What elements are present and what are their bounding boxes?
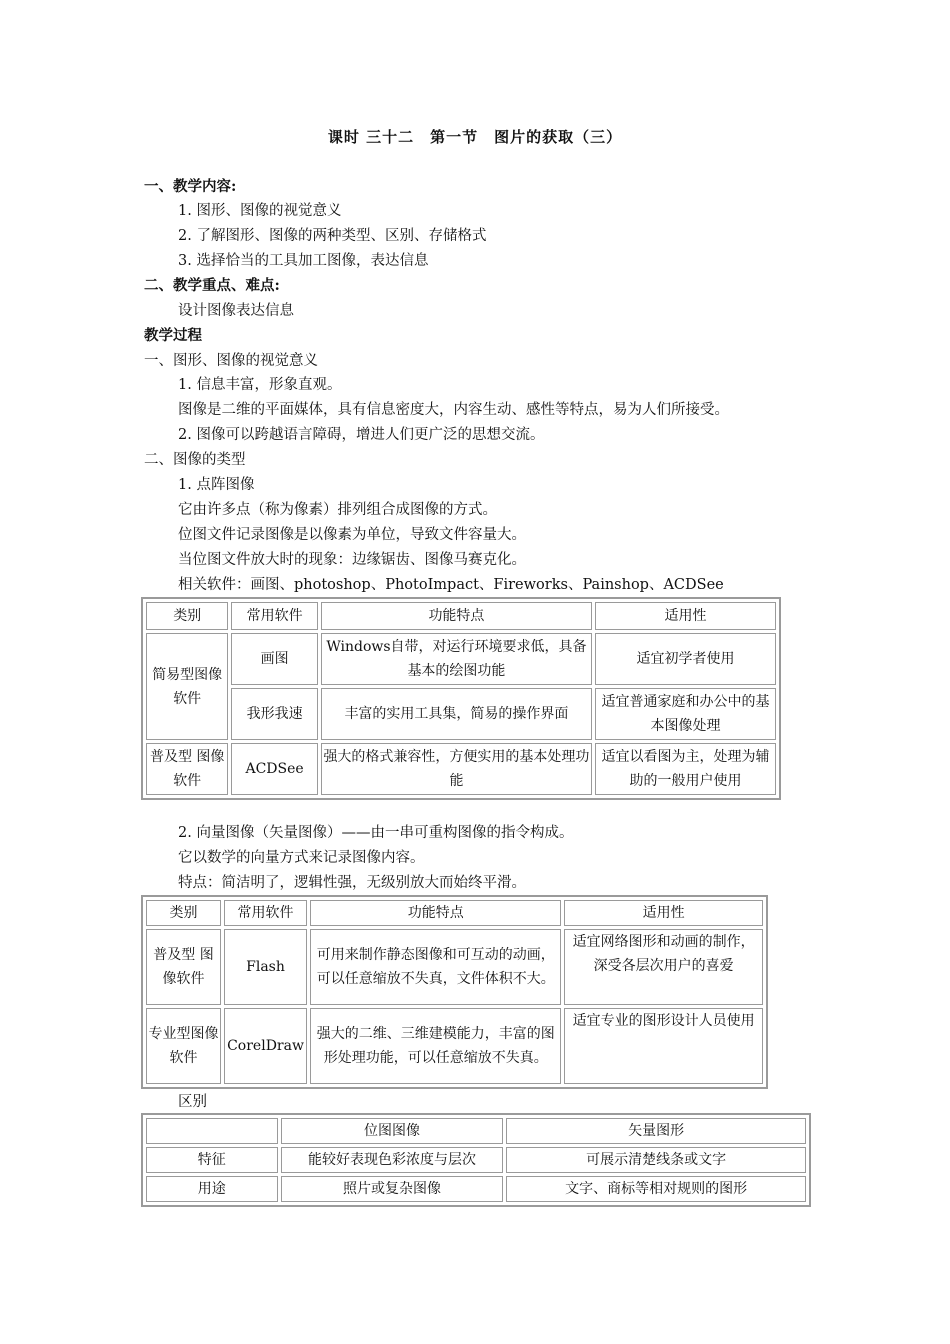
header-cell: 位图图像 [281, 1118, 504, 1144]
content-line: 1. 信息丰富，形象直观。 [178, 377, 342, 393]
category-cell: 简易型图像软件 [146, 633, 228, 740]
section-heading: 教学过程 [144, 327, 202, 344]
header-cell: 功能特点 [321, 602, 592, 630]
content-line: 2. 向量图像（矢量图像）——由一串可重构图像的指令构成。 [178, 825, 574, 841]
table-row [146, 1176, 806, 1202]
header-cell: 类别 [146, 900, 221, 926]
section-heading: 一、教学内容: [144, 178, 237, 195]
content-line: 二、图像的类型 [144, 452, 246, 468]
header-cell: 常用软件 [224, 900, 307, 926]
header-cell: 类别 [146, 602, 228, 630]
content-line: 图像是二维的平面媒体，具有信息密度大，内容生动、感性等特点，易为人们所接受。 [178, 402, 729, 418]
content-line: 当位图文件放大时的现象：边缘锯齿、图像马赛克化。 [178, 552, 526, 568]
content-line: 它由许多点（称为像素）排列组合成图像的方式。 [178, 502, 497, 518]
bitmap-cell: 能较好表现色彩浓度与层次 [281, 1147, 504, 1173]
header-cell: 适用性 [564, 900, 763, 926]
content-line: 2. 了解图形、图像的两种类型、区别、存储格式 [178, 228, 487, 244]
table-row [146, 1008, 763, 1084]
table-row [146, 688, 776, 740]
category-cell: 普及型 图像软件 [146, 743, 228, 795]
content-line: 特点：简洁明了，逻辑性强，无级别放大而始终平滑。 [178, 875, 526, 891]
usage-cell: 适宜以看图为主，处理为辅助的一般用户使用 [595, 743, 776, 795]
content-line: 位图文件记录图像是以像素为单位，导致文件容量大。 [178, 527, 526, 543]
header-cell: 功能特点 [310, 900, 561, 926]
difference-table [141, 1113, 811, 1207]
section-heading: 二、教学重点、难点: [144, 277, 280, 294]
content-line: 一、图形、图像的视觉意义 [144, 353, 318, 369]
header-cell [146, 1118, 278, 1144]
software-cell: 我形我速 [231, 688, 317, 740]
page-title: 课时 三十二 第一节 图片的获取（三） [327, 128, 623, 146]
category-cell: 专业型图像软件 [146, 1008, 221, 1084]
bitmap-cell: 照片或复杂图像 [281, 1176, 504, 1202]
feature-cell: 可用来制作静态图像和可互动的动画，可以任意缩放不失真，文件体积不大。 [310, 929, 561, 1005]
table-row [146, 743, 776, 795]
usage-cell: 适宜专业的图形设计人员使用 [564, 1008, 763, 1084]
category-cell: 普及型 图像软件 [146, 929, 221, 1005]
vector-software-table [141, 895, 768, 1089]
header-cell: 常用软件 [231, 602, 317, 630]
label-cell: 用途 [146, 1176, 278, 1202]
usage-cell: 适宜初学者使用 [595, 633, 776, 685]
feature-cell: 强大的二维、三维建模能力，丰富的图形处理功能，可以任意缩放不失真。 [310, 1008, 561, 1084]
software-cell: ACDSee [231, 743, 317, 795]
content-line: 相关软件：画图、photoshop、PhotoImpact、Fireworks、Painshop、ACDSee [178, 577, 724, 593]
software-cell: Flash [224, 929, 307, 1005]
content-line: 3. 选择恰当的工具加工图像，表达信息 [178, 253, 429, 269]
table-header-row [146, 1118, 806, 1144]
content-line: 设计图像表达信息 [178, 303, 294, 319]
software-cell: CorelDraw [224, 1008, 307, 1084]
bitmap-software-table [141, 597, 781, 800]
content-line: 2. 图像可以跨越语言障碍，增进人们更广泛的思想交流。 [178, 427, 545, 443]
table-header-row [146, 900, 763, 926]
table-row [146, 929, 763, 1005]
label-cell: 特征 [146, 1147, 278, 1173]
content-line: 1. 点阵图像 [178, 477, 255, 493]
software-cell: 画图 [231, 633, 317, 685]
vector-cell: 文字、商标等相对规则的图形 [506, 1176, 806, 1202]
header-cell: 矢量图形 [506, 1118, 806, 1144]
diff-label: 区别 [178, 1094, 207, 1110]
header-cell: 适用性 [595, 602, 776, 630]
content-line: 它以数学的向量方式来记录图像内容。 [178, 850, 425, 866]
content-line: 1. 图形、图像的视觉意义 [178, 203, 342, 219]
vector-cell: 可展示清楚线条或文字 [506, 1147, 806, 1173]
table-row [146, 633, 776, 685]
usage-cell: 适宜普通家庭和办公中的基本图像处理 [595, 688, 776, 740]
table-header-row [146, 602, 776, 630]
feature-cell: 强大的格式兼容性，方便实用的基本处理功能 [321, 743, 592, 795]
table-row [146, 1147, 806, 1173]
feature-cell: Windows自带，对运行环境要求低，具备基本的绘图功能 [321, 633, 592, 685]
feature-cell: 丰富的实用工具集，简易的操作界面 [321, 688, 592, 740]
usage-cell: 适宜网络图形和动画的制作，深受各层次用户的喜爱 [564, 929, 763, 1005]
